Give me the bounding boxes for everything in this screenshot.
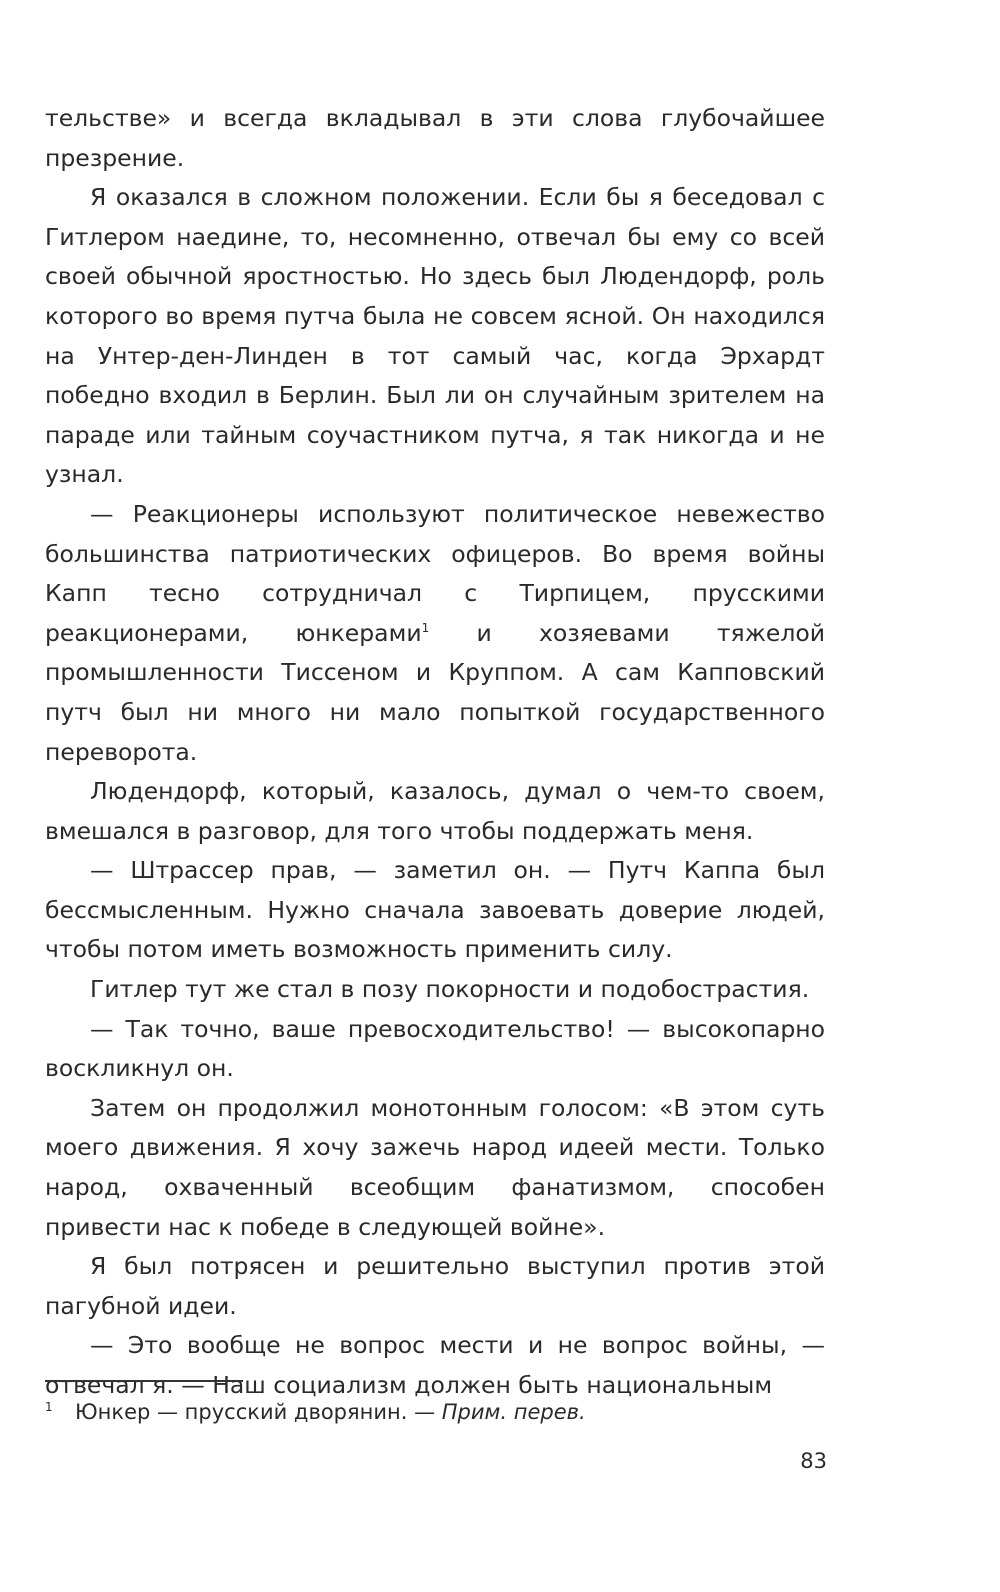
- paragraph: — Штрассер прав, — заметил он. — Путч Каппа был бессмысленным. Нужно сначала завоевать доверие людей, чтобы потом иметь возможность применить силу.: [45, 856, 825, 964]
- page-number: 83: [800, 1449, 827, 1473]
- paragraph: Затем он продолжил монотонным голосом: «В этом суть моего движения. Я хочу зажечь народ идеей мести. Только народ, охваченный всеобщим фанатизмом, способен привести нас к победе в следующей войне».: [45, 1093, 825, 1241]
- paragraph-part: — Реакционеры используют политическое невежество большинства патриотических офицеров. Во время войны Капп тесно сотрудничал с Тирпицем, прусскими реакционерами, юнкерами: [45, 499, 825, 647]
- paragraph: — Так точно, ваше превосходительство! — высокопарно воскликнул он.: [45, 1014, 825, 1083]
- paragraph: — Это вообще не вопрос мести и не вопрос войны, — отвечал я. — Наш социализм должен быть национальным: [45, 1331, 825, 1399]
- body-text: [45, 99, 825, 1406]
- paragraph: Людендорф, который, казалось, думал о чем-то своем, вмешался в разговор, для того чтобы поддержать меня.: [45, 777, 825, 845]
- paragraph: Я оказался в сложном положении. Если бы я беседовал с Гитлером наедине, то, несомненно, отвечал бы ему со всей своей обычной яростностью. Но здесь был Людендорф, роль которого во время путча была не совсем ясной. Он находился на Унтер-ден-Линден в тот самый час, когда Эрхардт победно входил в Берлин. Был ли он случайным зрителем на параде или тайным соучастником путча, я так никогда и не узнал.: [45, 183, 825, 489]
- paragraph: Я был потрясен и решительно выступил против этой пагубной идеи.: [45, 1252, 825, 1320]
- paragraph-part: и хозяевами тяжелой промышленности Тиссеном и Круппом. А сам Капповский путч был ни много ни мало попыткой государственного переворота.: [45, 618, 825, 766]
- footnote-translator-note: Прим. перев.: [441, 1400, 586, 1424]
- footnote-marker: 1: [45, 1400, 53, 1414]
- paragraph: тельстве» и всегда вкладывал в эти слова глубочайшее презрение.: [45, 104, 825, 172]
- footnote-reference[interactable]: 1: [421, 620, 430, 635]
- footnote-divider: [45, 1380, 243, 1382]
- paragraph: [45, 495, 825, 772]
- footnote: [45, 1390, 825, 1429]
- footnote-text: Юнкер — прусский дворянин. —: [75, 1400, 442, 1424]
- paragraph: Гитлер тут же стал в позу покорности и подобострастия.: [90, 975, 810, 1004]
